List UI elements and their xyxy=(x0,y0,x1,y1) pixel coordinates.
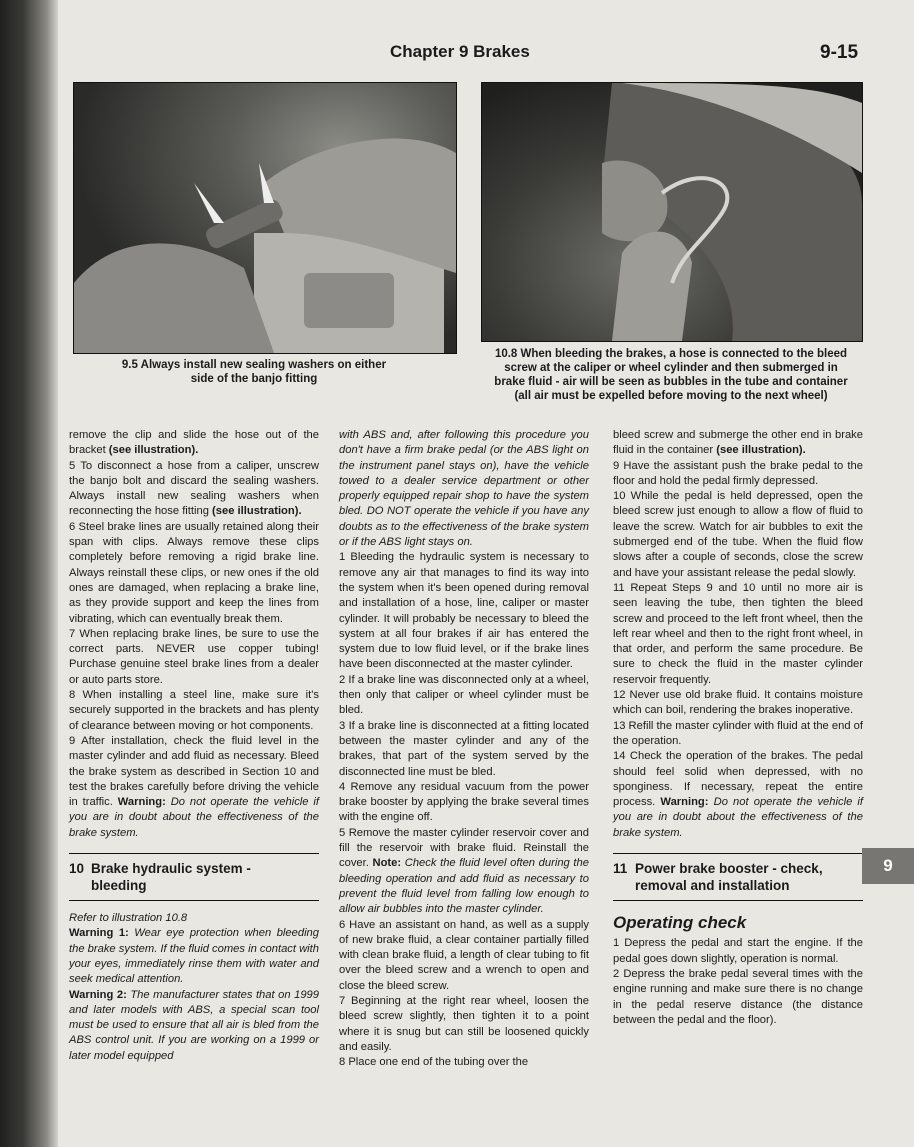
section-title: Power brake booster - check, xyxy=(635,861,823,877)
banjo-fitting-photo xyxy=(73,82,457,354)
paragraph xyxy=(69,734,319,841)
paragraph: 7 Beginning at the right rear wheel, loosen the bleed screw slightly, then tighten it to a point where it is snug but can still be loosened quickly and easily. xyxy=(339,994,589,1053)
caption-line: brake fluid - air will be seen as bubbles in the tube and container xyxy=(494,376,848,388)
paragraph: 7 When replacing brake lines, be sure to use the correct parts. NEVER use copper tubing! Purchase genuine steel brake lines from a dealer or auto parts store. xyxy=(69,627,319,686)
text: remove the clip and slide the hose out of the bracket xyxy=(69,429,319,457)
text-column-1 xyxy=(69,428,319,1064)
paragraph xyxy=(339,826,589,918)
paragraph: 3 If a brake line is disconnected at a fitting located between the master cylinder and any of the brakes, that part of the system served by the disconnected line must be bled. xyxy=(339,719,589,778)
paragraph: 9 Have the assistant push the brake pedal to the floor and hold the pedal firmly depressed. xyxy=(613,459,863,487)
subheading-operating-check: Operating check xyxy=(613,913,747,933)
figure-10-8-caption xyxy=(475,347,867,403)
paragraph: 6 Steel brake lines are usually retained along their span with clips. Always remove these clips completely before removing a rigid brake line. Always reinstall these clips, or new ones if the old ones are damaged, when replacing a brake line, as they provide support and keep the lines from vibrating, which can eventually break them. xyxy=(69,520,319,625)
text: Check the fluid level often during the bleeding operation and add fluid as necessary to prevent the fluid level from falling low enough to allow air bubbles into the master cylinder. xyxy=(339,857,589,916)
caption-line: 10.8 When bleeding the brakes, a hose is connected to the bleed xyxy=(494,348,848,360)
section-10-heading xyxy=(69,853,319,901)
note-label: Note: xyxy=(372,857,402,870)
caption-line: side of the banjo fitting xyxy=(190,373,318,385)
figure-9-5-caption xyxy=(104,358,404,386)
paragraph: 12 Never use old brake fluid. It contains moisture which can boil, rendering the brakes inoperative. xyxy=(613,689,863,717)
paragraph xyxy=(613,749,863,841)
warning-label: Warning: xyxy=(117,796,166,809)
text: 5 Remove the master cylinder reservoir cover and fill the reservoir with brake fluid. Reinstall the cover. xyxy=(339,826,589,870)
warning-label: Warning 2: xyxy=(69,988,127,1001)
text: Do not operate the vehicle if you are in doubt about the effectiveness of the brake system. xyxy=(69,796,319,839)
warning-label: Warning 1: xyxy=(69,927,129,940)
paragraph: 8 Place one end of the tubing over the xyxy=(339,1056,529,1069)
see-illustration-ref: (see illustration). xyxy=(108,444,199,457)
paragraph: 4 Remove any residual vacuum from the power brake booster by applying the brake several times with the engine off. xyxy=(339,780,589,824)
section-title: bleeding xyxy=(91,878,147,894)
caption-line: 9.5 Always install new sealing washers on either xyxy=(121,359,387,371)
paragraph: with ABS and, after following this procedure you don't have a firm brake pedal (or the ABS light on the instrument panel stays on), have the vehicle towed to a dealer service department or other properly equipped repair shop to have the system bled. DO NOT operate the vehicle if you have any doubts as to the effectiveness of the brake system or if the ABS light stays on. xyxy=(339,429,589,549)
page-number: 9-15 xyxy=(820,42,859,63)
text: 9 After installation, check the fluid level in the master cylinder and add fluid as necessary. Bleed the brake system as described in Section 10 and test the brakes carefully before driving the vehicle in traffic. xyxy=(69,734,319,809)
paragraph xyxy=(69,926,319,987)
paragraph xyxy=(69,459,319,520)
chapter-title: Chapter 9 Brakes xyxy=(390,42,530,61)
text-column-2 xyxy=(339,428,589,1070)
paragraph: 11 Repeat Steps 9 and 10 until no more air is seen leaving the tube, then tighten the bleed screw and proceed to the left front wheel, then the left rear wheel and then to the right front wheel, in that order, and perform the same procedure. Be sure to check the fluid in the master cylinder reservoir frequently. xyxy=(613,581,863,686)
warning-label: Warning: xyxy=(660,796,709,809)
chapter-thumb-tab: 9 xyxy=(862,848,914,884)
paragraph: 1 Bleeding the hydraulic system is necessary to remove any air that manages to find its way into the system when it's been opened during removal and installation of a hose, line, caliper or master cylinder. It will probably be necessary to bleed the system at all four brakes if air has entered the system due to low fluid level, or if the brake lines have been disconnected at the master cylinder. xyxy=(339,551,589,671)
section-number: 10 xyxy=(69,861,85,877)
brake-bleeding-photo xyxy=(481,82,863,342)
section-title: removal and installation xyxy=(635,878,790,894)
paragraph: 13 Refill the master cylinder with fluid at the end of the operation. xyxy=(613,719,863,747)
caption-line: screw at the caliper or wheel cylinder and then submerged in xyxy=(504,362,838,374)
section-title: Brake hydraulic system - xyxy=(91,861,251,877)
paragraph: 2 Depress the brake pedal several times with the engine running and make sure there is no change in the pedal reserve distance (the distance between the pedal and the floor). xyxy=(613,967,863,1026)
paragraph: 10 While the pedal is held depressed, open the bleed screw just enough to allow a flow of fluid to leave the screw. Watch for air bubbles to exit the submerged end of the tube. When the fluid flow slows after a couple of seconds, close the screw and have your assistant release the pedal slowly. xyxy=(613,490,863,579)
paragraph: 6 Have an assistant on hand, as well as a supply of new brake fluid, a clear container partially filled with clean brake fluid, a length of clear tubing to fit over the bleed screw and a wrench to open and close the bleed screw. xyxy=(339,918,589,992)
text: Wear eye protection when bleeding the brake system. If the fluid comes in contact with your eyes, immediately rinse them with water and seek medical attention. xyxy=(69,927,319,986)
paragraph: 1 Depress the pedal and start the engine. If the pedal goes down slightly, operation is normal. xyxy=(613,937,863,965)
see-illustration-ref: (see illustration). xyxy=(212,505,302,518)
caption-line: (all air must be expelled before moving to the next wheel) xyxy=(514,390,828,402)
paragraph: 8 When installing a steel line, make sure it's securely supported in the brackets and has plenty of clearance between moving or hot components. xyxy=(69,689,319,732)
section-number: 11 xyxy=(613,861,628,877)
see-illustration-ref: (see illustration). xyxy=(716,444,806,457)
text: 14 Check the operation of the brakes. The pedal should feel solid when depressed, with no sponginess. If necessary, repeat the entire process. xyxy=(613,750,863,809)
book-binding-shadow xyxy=(0,0,58,1147)
paragraph xyxy=(69,988,319,1064)
section-11-heading xyxy=(613,853,863,901)
text: 5 To disconnect a hose from a caliper, unscrew the banjo bolt and discard the sealing washers. Always install new sealing washers when reconnecting the hose fitting xyxy=(69,459,319,518)
text: The manufacturer states that on 1999 and later models with ABS, a special scan tool must be used to ensure that all air is bled from the ABS control unit. If you are working on a 1999 or later model equipped xyxy=(69,988,319,1062)
text: Do not operate the vehicle if you are in doubt about the effectiveness of the brake system. xyxy=(613,796,864,839)
paragraph xyxy=(613,428,863,459)
text: bleed screw and submerge the other end in brake fluid in the container xyxy=(613,429,863,457)
reference-line: Refer to illustration 10.8 xyxy=(69,912,188,925)
paragraph xyxy=(69,428,319,459)
text-column-3 xyxy=(613,428,863,1028)
paragraph: 2 If a brake line was disconnected only at a wheel, then only that caliper or wheel cylinder must be bled. xyxy=(339,673,589,717)
